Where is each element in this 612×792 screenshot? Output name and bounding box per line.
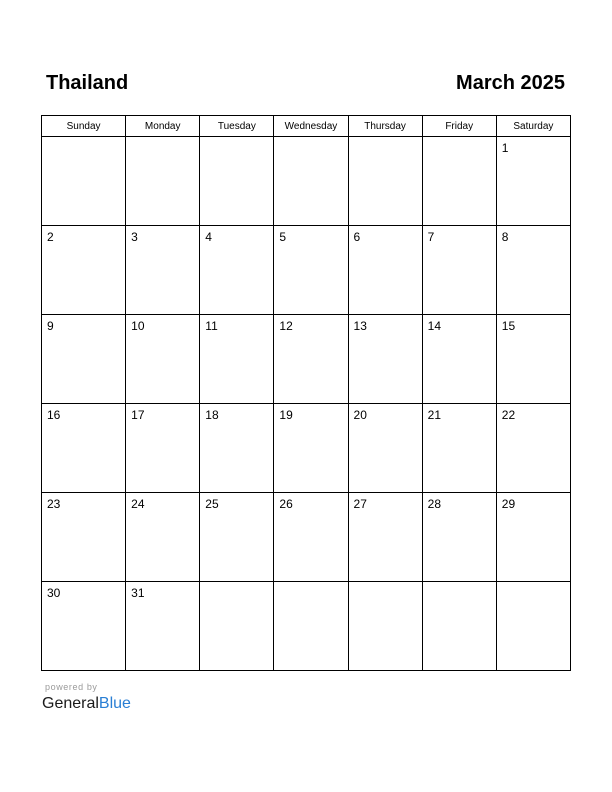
day-cell — [348, 137, 422, 226]
day-cell — [126, 582, 200, 671]
day-number: 6 — [353, 230, 361, 244]
day-number: 21 — [427, 408, 442, 422]
calendar-grid — [41, 115, 571, 671]
day-number: 9 — [47, 319, 54, 333]
day-cell — [496, 404, 570, 493]
country-title: Thailand — [46, 72, 129, 94]
day-cell — [42, 582, 126, 671]
day-number: 2 — [47, 230, 54, 244]
day-number — [274, 137, 347, 141]
day-cell — [126, 226, 200, 315]
day-number: 7 — [427, 230, 435, 244]
day-number — [126, 137, 199, 141]
day-cell — [42, 404, 126, 493]
brand-logo[interactable] — [42, 694, 131, 714]
day-cell — [496, 493, 570, 582]
day-cell — [496, 582, 570, 671]
day-cell — [126, 137, 200, 226]
day-number — [42, 137, 125, 141]
day-number: 12 — [279, 319, 293, 333]
day-cell — [42, 493, 126, 582]
day-cell — [348, 582, 422, 671]
day-cell — [496, 315, 570, 404]
day-number: 24 — [131, 497, 145, 511]
day-cell — [422, 404, 496, 493]
day-cell — [42, 315, 126, 404]
day-number — [423, 582, 496, 586]
day-number: 23 — [47, 497, 61, 511]
weekday-tuesday: Tuesday — [200, 116, 274, 137]
day-number: 18 — [205, 408, 219, 422]
week-row — [42, 404, 571, 493]
weekday-header-row — [42, 116, 571, 137]
day-cell — [348, 493, 422, 582]
day-number: 20 — [353, 408, 367, 422]
day-number: 17 — [131, 408, 145, 422]
day-cell — [126, 315, 200, 404]
day-number: 11 — [205, 319, 218, 333]
weekday-monday: Monday — [126, 116, 200, 137]
day-number — [200, 582, 273, 586]
week-row — [42, 582, 571, 671]
day-cell — [200, 137, 274, 226]
day-cell — [274, 137, 348, 226]
week-row — [42, 137, 571, 226]
week-row — [42, 315, 571, 404]
day-cell — [200, 315, 274, 404]
day-number: 25 — [205, 497, 219, 511]
day-number: 15 — [501, 319, 516, 333]
day-number: 27 — [353, 497, 367, 511]
weekday-wednesday: Wednesday — [274, 116, 348, 137]
day-number: 8 — [501, 230, 509, 244]
day-number: 31 — [131, 586, 145, 600]
weekday-friday: Friday — [422, 116, 496, 137]
day-number — [497, 582, 570, 586]
brand-name-part1: General — [42, 695, 99, 712]
weekday-thursday: Thursday — [348, 116, 422, 137]
day-cell — [42, 137, 126, 226]
day-number: 19 — [279, 408, 293, 422]
day-number — [349, 582, 422, 586]
day-number: 22 — [501, 408, 516, 422]
day-cell — [422, 137, 496, 226]
day-number — [200, 137, 273, 141]
weekday-sunday: Sunday — [42, 116, 126, 137]
day-number: 30 — [47, 586, 61, 600]
week-row — [42, 493, 571, 582]
day-number — [349, 137, 422, 141]
day-number: 29 — [501, 497, 516, 511]
day-cell — [422, 315, 496, 404]
day-cell — [348, 404, 422, 493]
day-cell — [348, 315, 422, 404]
day-number — [274, 582, 347, 586]
weekday-saturday: Saturday — [496, 116, 570, 137]
day-cell — [422, 493, 496, 582]
day-number: 1 — [501, 141, 509, 155]
day-cell — [274, 404, 348, 493]
day-cell — [348, 226, 422, 315]
month-year-title: March 2025 — [456, 72, 565, 94]
day-number: 13 — [353, 319, 367, 333]
day-cell — [42, 226, 126, 315]
day-cell — [422, 582, 496, 671]
day-number: 10 — [131, 319, 145, 333]
day-number: 28 — [427, 497, 442, 511]
day-cell — [200, 404, 274, 493]
day-cell — [496, 137, 570, 226]
day-number — [423, 137, 496, 141]
day-cell — [496, 226, 570, 315]
day-number: 3 — [131, 230, 138, 244]
day-cell — [200, 226, 274, 315]
day-cell — [274, 582, 348, 671]
powered-by-label: powered by — [45, 682, 98, 692]
day-number: 5 — [279, 230, 287, 244]
day-cell — [126, 404, 200, 493]
day-number: 26 — [279, 497, 293, 511]
week-row — [42, 226, 571, 315]
day-number: 16 — [47, 408, 61, 422]
day-cell — [274, 493, 348, 582]
day-cell — [200, 582, 274, 671]
day-number: 14 — [427, 319, 442, 333]
day-number: 4 — [205, 230, 212, 244]
brand-name-part2: Blue — [98, 695, 131, 712]
day-cell — [200, 493, 274, 582]
day-cell — [274, 226, 348, 315]
day-cell — [274, 315, 348, 404]
day-cell — [126, 493, 200, 582]
day-cell — [422, 226, 496, 315]
